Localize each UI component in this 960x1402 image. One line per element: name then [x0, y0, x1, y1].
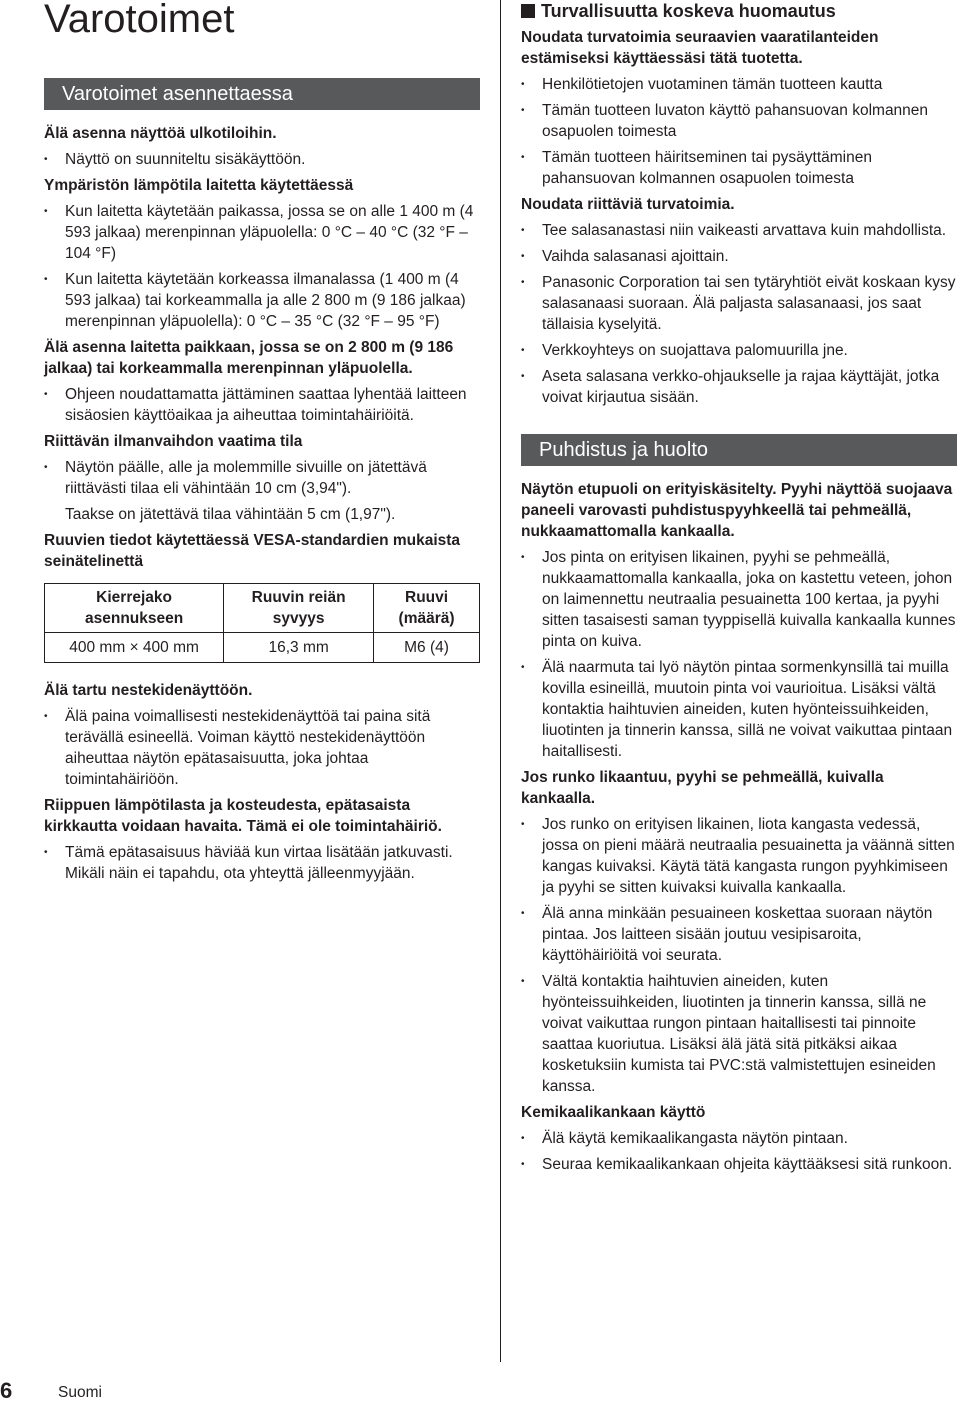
table-cell: M6 (4)	[374, 633, 480, 663]
page-title: Varotoimet	[44, 0, 235, 41]
security-notice-title: Turvallisuutta koskeva huomautus	[541, 1, 836, 21]
list-hazards	[521, 74, 957, 189]
section-title-cleaning: Puhdistus ja huolto	[521, 434, 957, 466]
list-item: • Tämä epätasaisuus häviää kun virtaa lisätään jatkuvasti. Mikäli näin ei tapahdu, ota yhteyttä jälleenmyyjään.	[44, 842, 480, 884]
heading-altitude-limit: Älä asenna laitetta paikkaan, jossa se on 2 800 m (9 186 jalkaa) tai korkeammalla merenpinnan yläpuolella.	[44, 339, 454, 377]
heading-take-precautions: Noudata turvatoimia seuraavien vaaratilanteiden estämiseksi käyttäessäsi tätä tuotetta.	[521, 29, 879, 67]
list-item: • Panasonic Corporation tai sen tytäryhtiöt eivät koskaan kysy salasanaasi suoraan. Älä paljasta salasanaasi, jos saat tällaisia kyselyitä.	[521, 272, 957, 335]
heading-front-surface: Näytön etupuoli on erityiskäsitelty. Pyyhi näyttöä suojaava paneeli varovasti puhdistuspyyhkeellä tai pehmeällä, nukkaamattomalla kankaalla.	[521, 481, 953, 540]
heading-uneven-brightness: Riippuen lämpötilasta ja kosteudesta, epätasaista kirkkautta voidaan havaita. Tämä ei ole toimintahäiriö.	[44, 797, 442, 835]
list-cabinet-cleaning	[521, 814, 957, 1097]
list-item: • Älä naarmuta tai lyö näytön pintaa sormenkynsillä tai muilla kovilla esineillä, muutoin pinta voi vaurioitua. Lisäksi vältä kontaktia haihtuvien aineiden, kuten hyönteissuihkeiden, liuotinten ja tinnerin kanssa, sillä ne voivat vaikuttaa pintaan haitallisesti.	[521, 657, 957, 762]
list-item: • Älä paina voimallisesti nestekidenäyttöä tai paina sitä terävällä esineellä. Voiman käyttö nestekidenäyttöön aiheuttaa näytön epätasaisuutta, joka johtaa toimintahäiriöön.	[44, 706, 480, 790]
list-item: • Seuraa kemikaalikankaan ohjeita käyttääksesi sitä runkoon.	[521, 1154, 957, 1175]
column-divider	[500, 0, 501, 1362]
table-row	[45, 633, 480, 663]
list-item: • Vaihda salasanasi ajoittain.	[521, 246, 957, 267]
list-item: • Tämän tuotteen häiritseminen tai pysäyttäminen pahansuovan kolmannen osapuolen toimesta	[521, 147, 957, 189]
table-header: Kierrejako asennukseen	[45, 584, 224, 633]
list-uneven-brightness	[44, 842, 480, 884]
heading-vesa-screws: Ruuvien tiedot käytettäessä VESA-standardien mukaista seinätelinettä	[44, 532, 461, 570]
list-item: • Ohjeen noudattamatta jättäminen saattaa lyhentää laitteen sisäosien käyttöaikaa ja aiheuttaa toimintahäiriöitä.	[44, 384, 480, 426]
list-ambient-temperature	[44, 201, 480, 332]
heading-lcd-grip: Älä tartu nestekidenäyttöön.	[44, 682, 253, 699]
table-cell: 400 mm × 400 mm	[45, 633, 224, 663]
list-item: • Vältä kontaktia haihtuvien aineiden, kuten hyönteissuihkeiden, liuotinten ja tinnerin kanssa, sillä ne voivat vaikuttaa rungon pintaan haitallisesti tai pinnoite saattaa kuoriutua. Lisäksi älä jätä sitä pitkäksi aikaa kosketuksiin kumista tai PVC:stä valmistettujen esineiden kanssa.	[521, 971, 957, 1097]
right-column	[521, 0, 957, 1180]
language-label: Suomi	[58, 1384, 102, 1401]
list-item: • Verkkoyhteys on suojattava palomuurilla jne.	[521, 340, 957, 361]
list-item: • Jos runko on erityisen likainen, liota kangasta vedessä, jossa on pieni määrä neutraalia pesuainetta ja väännä sitten kangas kuivaksi. Käytä tätä kangasta rungon pyyhkimiseen ja pyyhi se sitten kuivaksi kuivalla kankaalla.	[521, 814, 957, 898]
heading-ventilation: Riittävän ilmanvaihdon vaatima tila	[44, 433, 303, 450]
table-cell: 16,3 mm	[224, 633, 374, 663]
list-item: • Älä käytä kemikaalikangasta näytön pintaan.	[521, 1128, 957, 1149]
list-item: • Kun laitetta käytetään korkeassa ilmanalassa (1 400 m (4 593 jalkaa) tai korkeammalla ja alle 2 800 m (9 186 jalkaa) merenpinnan yläpuolella): 0 °C – 35 °C (32 °F – 95 °F)	[44, 269, 480, 332]
list-item: • Näyttö on suunniteltu sisäkäyttöön.	[44, 149, 480, 170]
list-item: • Tee salasanastasi niin vaikeasti arvattava kuin mahdollista.	[521, 220, 957, 241]
page-footer	[0, 1380, 200, 1402]
page-number: 6	[0, 1378, 13, 1402]
list-item: • Aseta salasana verkko-ohjaukselle ja rajaa käyttäjät, jotka voivat kirjautua sisään.	[521, 366, 957, 408]
list-item: • Näytön päälle, alle ja molemmille sivuille on jätettävä riittävästi tilaa eli vähintään 10 cm (3,94").	[44, 457, 480, 499]
left-column	[44, 78, 480, 889]
heading-chemical-cloth: Kemikaalikankaan käyttö	[521, 1104, 706, 1121]
heading-cabinet-cleaning: Jos runko likaantuu, pyyhi se pehmeällä, kuivalla kankaalla.	[521, 769, 884, 807]
list-no-outdoor	[44, 149, 480, 170]
list-item: • Henkilötietojen vuotaminen tämän tuotteen kautta	[521, 74, 957, 95]
list-item: • Kun laitetta käytetään paikassa, jossa se on alle 1 400 m (4 593 jalkaa) merenpinnan yläpuolella: 0 °C – 40 °C (32 °F – 104 °F)	[44, 201, 480, 264]
list-item: • Älä anna minkään pesuaineen koskettaa suoraan näytön pintaa. Jos laitteen sisään joutuu vesipisaroita, käyttöhäiriöitä voi seurata.	[521, 903, 957, 966]
square-bullet-icon	[521, 4, 535, 18]
list-lcd-grip	[44, 706, 480, 790]
vesa-screw-table	[44, 583, 480, 663]
table-header: Ruuvin reiän syvyys	[224, 584, 374, 633]
list-item: • Jos pinta on erityisen likainen, pyyhi se pehmeällä, nukkaamattomalla kankaalla, joka on kastettu veteen, johon on laimennettu neutraalia pesuainetta 100 kertaa, ja pyyhi sitten tasaisesti saman tyyppisellä kuivalla kankaalla kunnes pinta on kuiva.	[521, 547, 957, 652]
ventilation-rear-note: Taakse on jätettävä tilaa vähintään 5 cm (1,97").	[65, 506, 396, 523]
heading-ambient-temperature: Ympäristön lämpötila laitetta käytettäessä	[44, 177, 354, 194]
list-chemical-cloth	[521, 1128, 957, 1175]
list-altitude-limit	[44, 384, 480, 426]
heading-no-outdoor: Älä asenna näyttöä ulkotiloihin.	[44, 125, 277, 142]
list-front-surface	[521, 547, 957, 762]
list-security-measures	[521, 220, 957, 408]
section-title-installation: Varotoimet asennettaessa	[44, 78, 480, 110]
security-notice-heading	[521, 0, 957, 22]
table-header: Ruuvi (määrä)	[374, 584, 480, 633]
heading-sufficient-measures: Noudata riittäviä turvatoimia.	[521, 196, 735, 213]
list-item: • Tämän tuotteen luvaton käyttö pahansuovan kolmannen osapuolen toimesta	[521, 100, 957, 142]
list-ventilation	[44, 457, 480, 499]
